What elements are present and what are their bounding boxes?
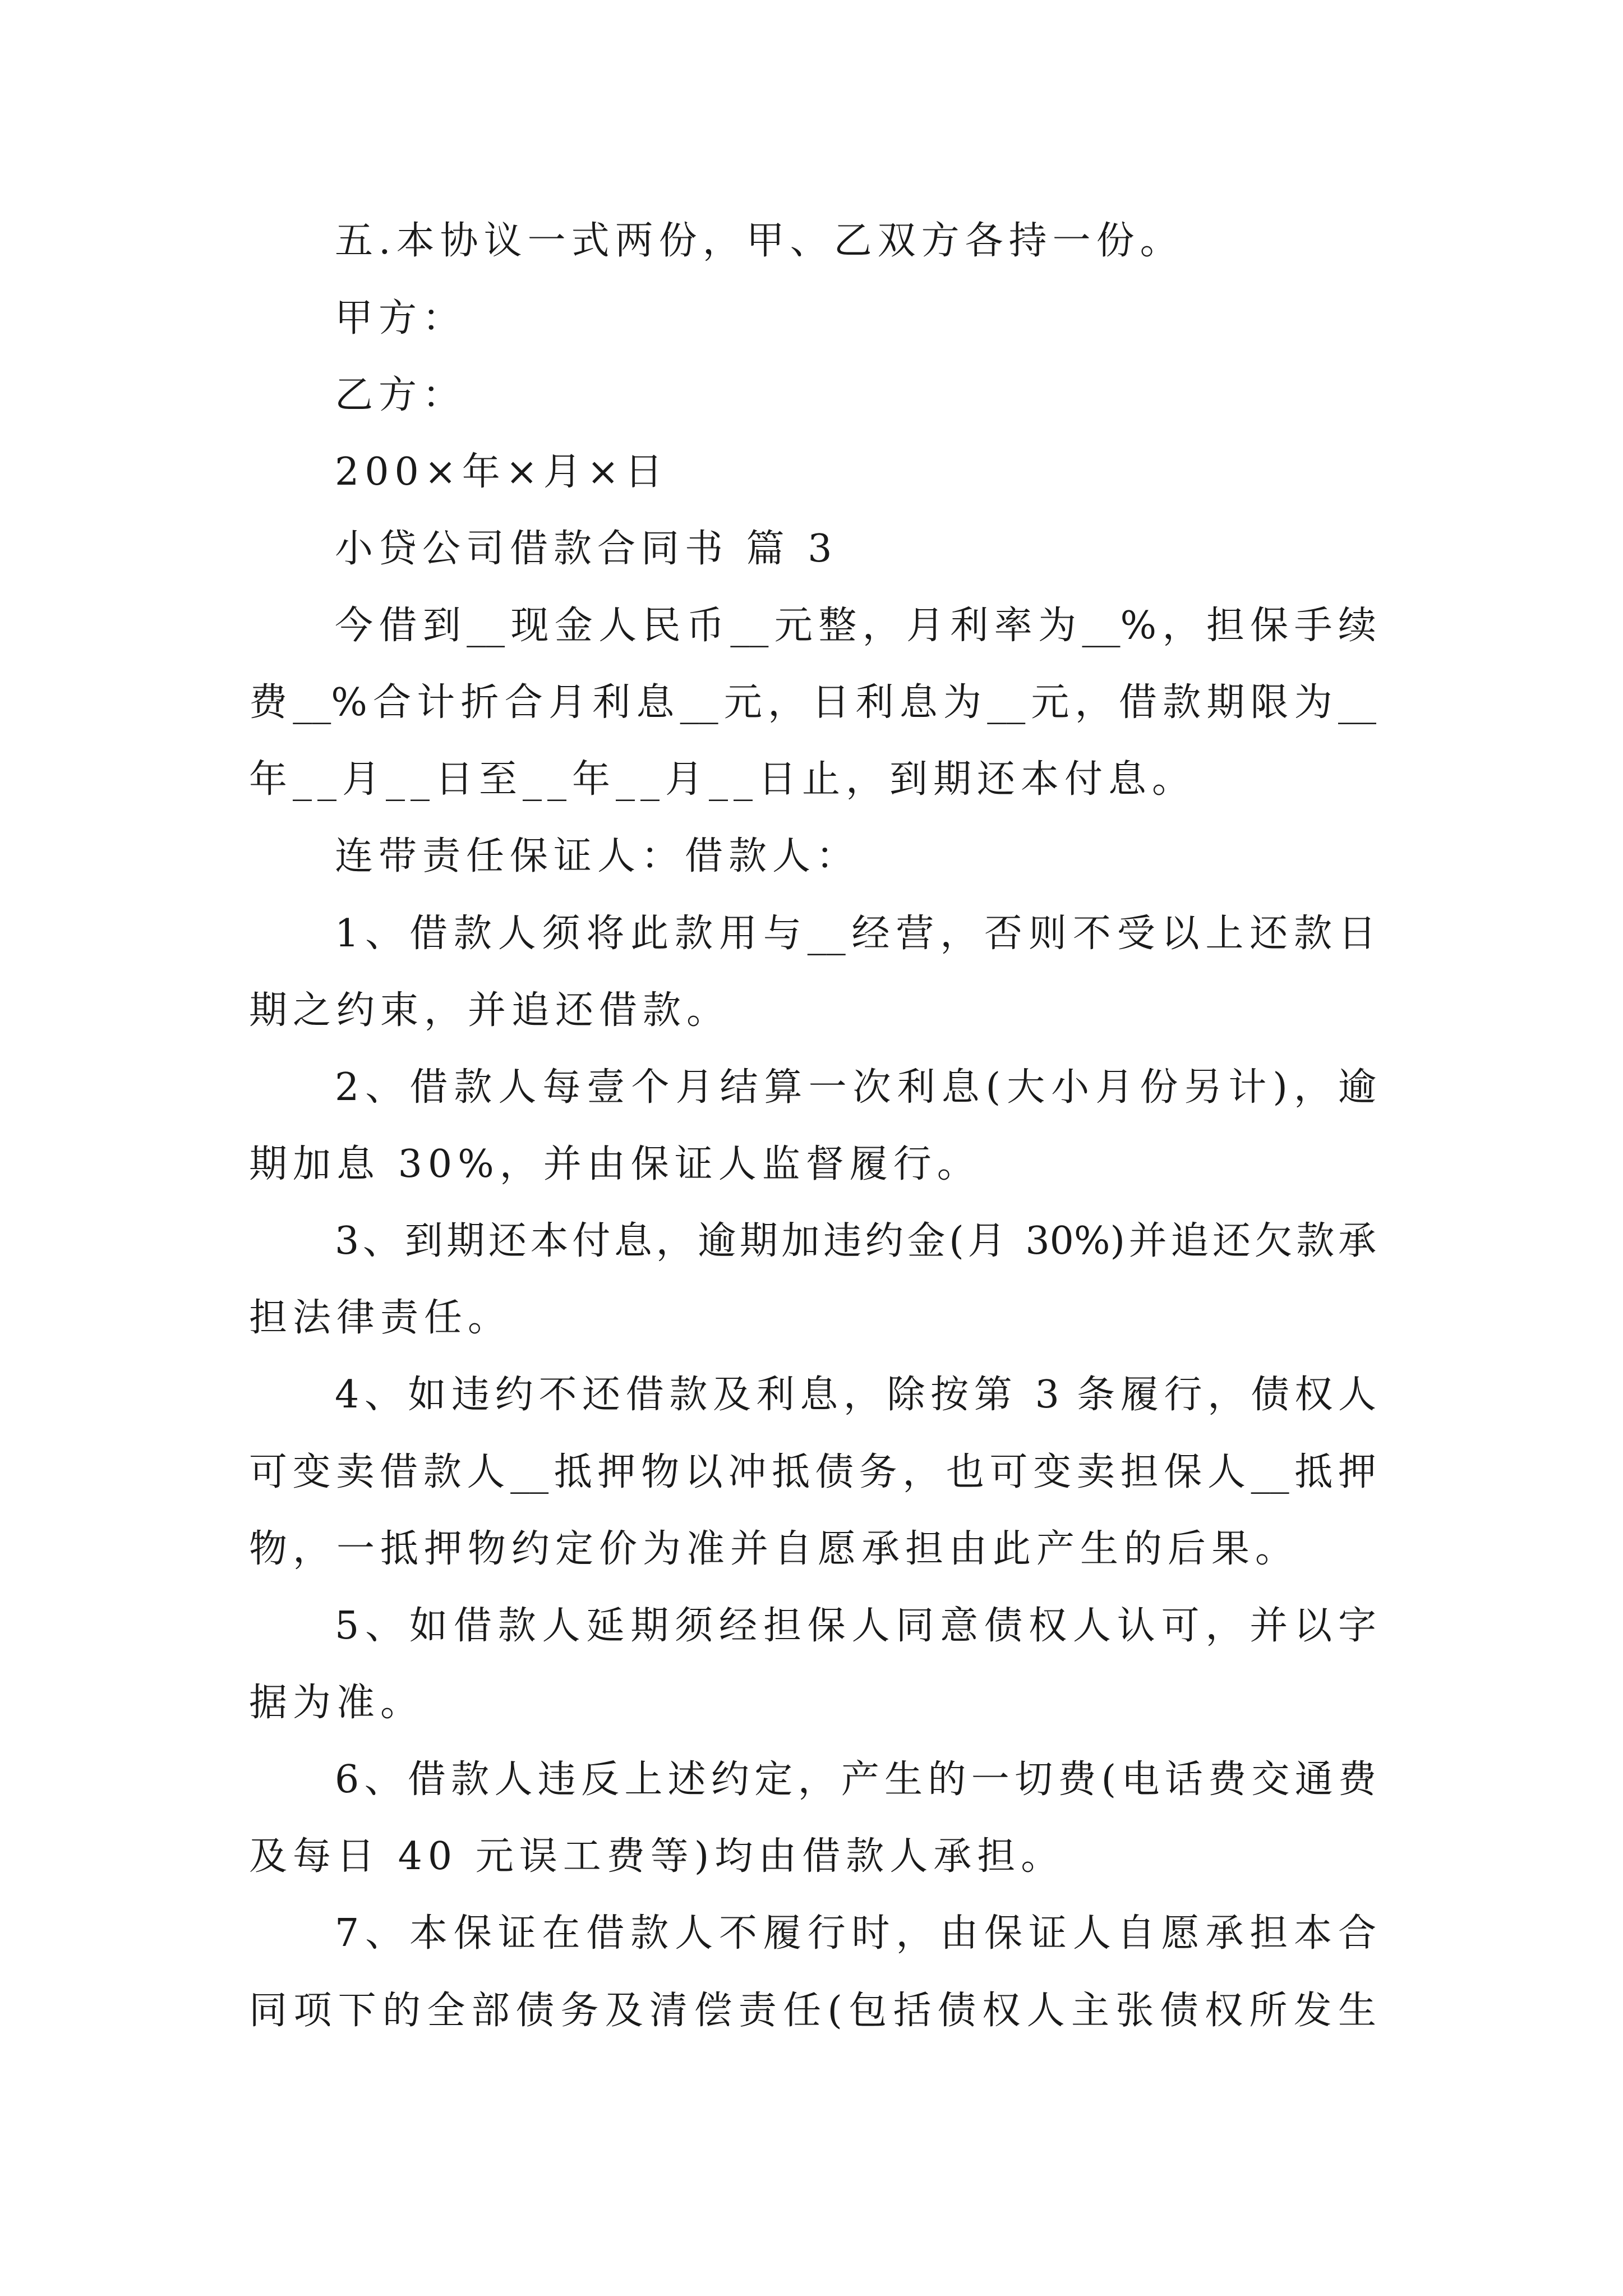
text-line: 6、借款人违反上述约定，产生的一切费(电话费交通费	[335, 1757, 1376, 1802]
text-line: 200×年×月×日	[335, 450, 668, 494]
text-line: 乙方：	[335, 373, 467, 417]
text-line: 期加息 30%，并由保证人监督履行。	[249, 1142, 981, 1186]
text-line: 今借到__现金人民币__元整，月利率为__%，担保手续	[335, 604, 1376, 648]
text-line: 3、到期还本付息，逾期加违约金(月 30%)并追还欠款承	[335, 1219, 1376, 1263]
text-line: 据为准。	[249, 1681, 425, 1725]
text-line: 5、如借款人延期须经担保人同意债权人认可，并以字	[335, 1604, 1376, 1648]
text-line: 1、借款人须将此款用与__经营，否则不受以上还款日	[335, 912, 1376, 956]
text-line: 费__%合计折合月利息__元，日利息为__元，借款期限为__	[249, 680, 1376, 725]
text-line: 连带责任保证人：借款人：	[335, 834, 860, 878]
text-line: 甲方：	[335, 296, 467, 341]
text-line: 4、如违约不还借款及利息，除按第 3 条履行，债权人	[335, 1373, 1376, 1417]
text-line: 年__月__日至__年__月__日止，到期还本付息。	[249, 757, 1196, 802]
text-line: 期之约束，并追还借款。	[249, 988, 731, 1033]
text-line: 物，一抵押物约定价为准并自愿承担由此产生的后果。	[249, 1527, 1299, 1571]
text-line: 7、本保证在借款人不履行时，由保证人自愿承担本合	[335, 1911, 1376, 1955]
section-heading: 小贷公司借款合同书 篇 3	[335, 527, 838, 571]
text-line: 同项下的全部债务及清偿责任(包括债权人主张债权所发生	[249, 1989, 1376, 2033]
text-line: 2、借款人每壹个月结算一次利息(大小月份另计)，逾	[335, 1065, 1376, 1110]
text-line: 五.本协议一式两份，甲、乙双方各持一份。	[335, 219, 1184, 263]
text-line: 及每日 40 元误工费等)均由借款人承担。	[249, 1834, 1065, 1879]
text-line: 可变卖借款人__抵押物以冲抵债务，也可变卖担保人__抵押	[249, 1450, 1376, 1494]
text-line: 担法律责任。	[249, 1296, 512, 1340]
